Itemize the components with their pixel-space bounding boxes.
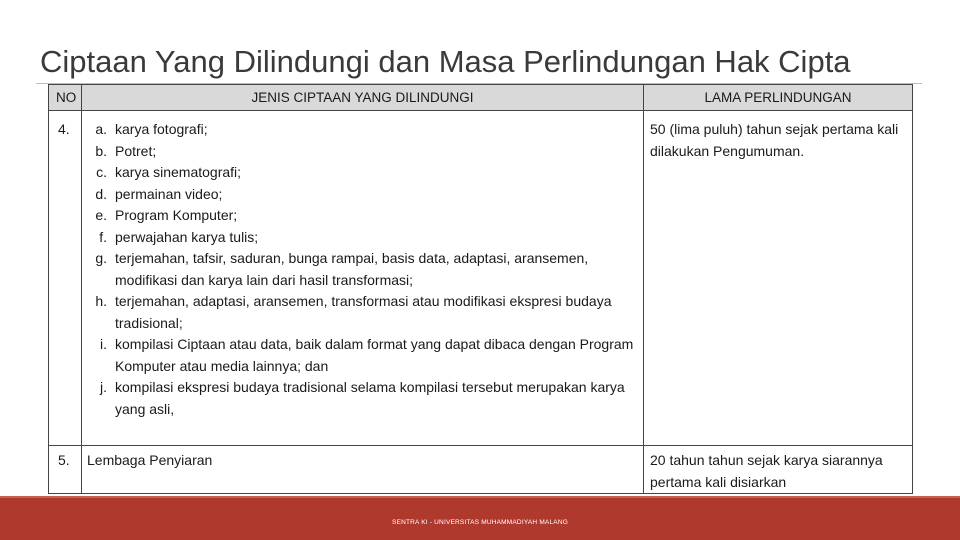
- header-jenis: JENIS CIPTAAN YANG DILINDUNGI: [82, 85, 644, 111]
- item-text: kompilasi Ciptaan atau data, baik dalam format yang dapat dibaca dengan Program Komputer atau media lainnya; dan: [115, 336, 634, 374]
- lama-cell: 50 (lima puluh) tahun sejak pertama kali dilakukan Pengumuman.: [644, 111, 913, 446]
- list-item: [87, 119, 639, 141]
- lama-cell: 20 tahun tahun sejak karya siarannya pertama kali disiarkan: [644, 446, 913, 494]
- header-lama: LAMA PERLINDUNGAN: [644, 85, 913, 111]
- item-letter: d.: [95, 185, 107, 202]
- list-item: [87, 334, 639, 377]
- item-text: permainan video;: [115, 185, 223, 202]
- table-header-row: [49, 85, 913, 111]
- item-text: Potret;: [115, 142, 157, 159]
- item-letter: i.: [100, 336, 107, 352]
- item-letter: e.: [95, 207, 107, 223]
- list-item: [87, 162, 639, 184]
- page-title: Ciptaan Yang Dilindungi dan Masa Perlindungan Hak Cipta: [40, 44, 851, 79]
- table-row: [49, 111, 913, 446]
- list-item: [87, 377, 639, 420]
- table-row: [49, 446, 913, 494]
- jenis-list: [87, 119, 639, 420]
- jenis-cell: [82, 111, 644, 446]
- item-text: terjemahan, adaptasi, aransemen, transformasi atau modifikasi ekspresi budaya tradisional;: [115, 293, 612, 331]
- item-letter: j.: [100, 379, 107, 395]
- item-letter: h.: [95, 293, 107, 309]
- item-text: Program Komputer;: [115, 207, 238, 223]
- item-text: perwajahan karya tulis;: [115, 228, 259, 245]
- jenis-cell: Lembaga Penyiaran: [82, 446, 644, 494]
- item-letter: b.: [95, 142, 107, 159]
- item-text: terjemahan, tafsir, saduran, bunga rampai, basis data, adaptasi, aransemen, modifikasi dan karya lain dari hasil transformasi;: [115, 250, 589, 288]
- row-number: 4.: [49, 111, 82, 446]
- header-no: NO: [49, 85, 82, 111]
- list-item: [87, 227, 639, 249]
- item-letter: c.: [96, 164, 107, 180]
- item-text: karya sinematografi;: [115, 164, 242, 180]
- item-text: kompilasi ekspresi budaya tradisional selama kompilasi tersebut merupakan karya yang asli,: [115, 379, 625, 417]
- protection-table: [48, 84, 913, 494]
- list-item: [87, 291, 639, 334]
- list-item: [87, 248, 639, 291]
- item-letter: a.: [95, 121, 107, 137]
- item-letter: g.: [95, 250, 107, 266]
- footer-text: SENTRA KI - UNIVERSITAS MUHAMMADIYAH MALANG: [392, 519, 568, 526]
- row-number: 5.: [49, 446, 82, 494]
- list-item: [87, 141, 639, 163]
- item-letter: f.: [99, 228, 107, 245]
- list-item: [87, 184, 639, 206]
- item-text: karya fotografi;: [115, 121, 208, 137]
- list-item: [87, 205, 639, 227]
